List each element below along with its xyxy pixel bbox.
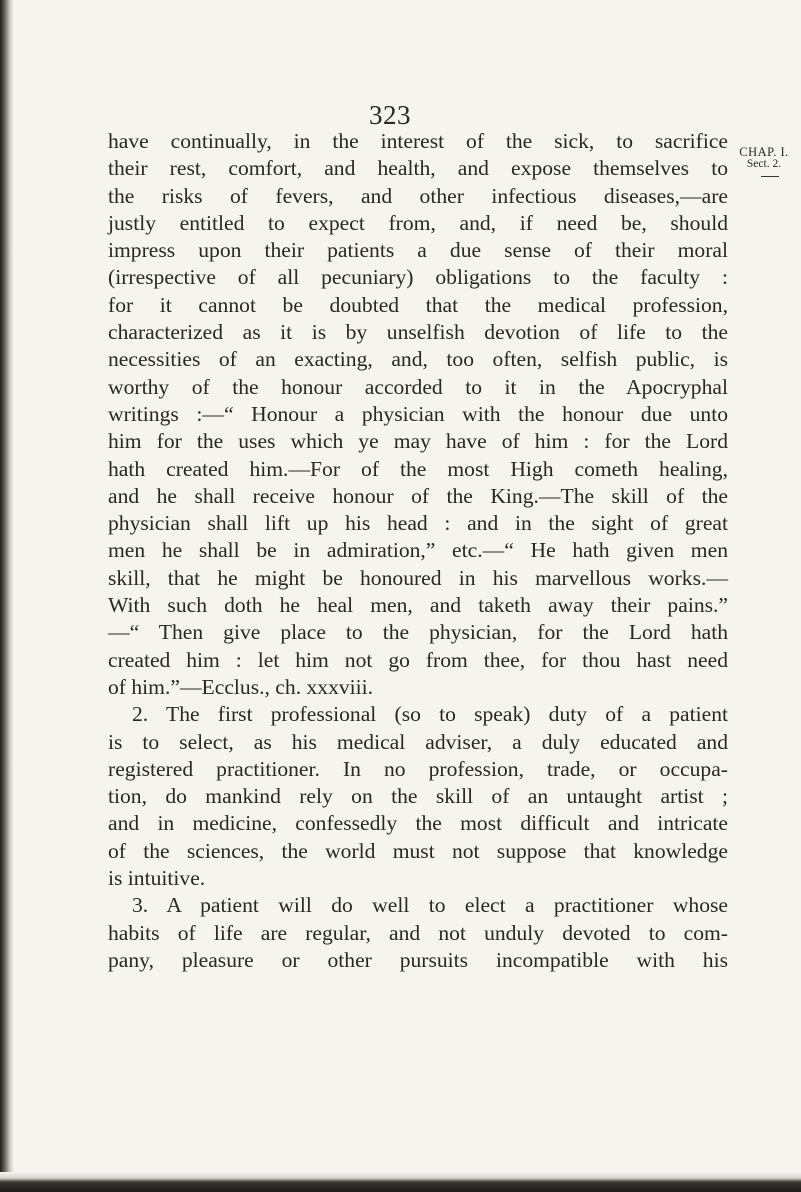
text-line: characterized as it is by unselfish devotion of life to the <box>108 320 728 345</box>
text-line: tion, do mankind rely on the skill of an untaught artist ; <box>108 784 728 809</box>
margin-note <box>732 146 796 177</box>
text-line: of the sciences, the world must not suppose that knowledge <box>108 838 728 863</box>
text-line: is intuitive. <box>108 866 206 891</box>
text-line: hath created him.—For of the most High cometh healing, <box>108 456 728 481</box>
text-line: physician shall lift up his head : and in the sight of great <box>108 511 728 536</box>
margin-rule <box>761 176 779 177</box>
text-line: pany, pleasure or other pursuits incompatible with his <box>108 947 728 972</box>
text-line: 2. The first professional (so to speak) duty of a patient <box>132 702 728 727</box>
page-number: 323 <box>369 100 411 130</box>
text-line: necessities of an exacting, and, too often, selfish public, is <box>108 347 728 372</box>
text-line: justly entitled to expect from, and, if need be, should <box>108 210 728 235</box>
text-line: the risks of fevers, and other infectious diseases,—are <box>108 183 728 208</box>
text-line: —“ Then give place to the physician, for the Lord hath <box>108 620 728 645</box>
text-line: writings :—“ Honour a physician with the honour due unto <box>108 401 728 426</box>
text-line: 3. A patient will do well to elect a practitioner whose <box>132 893 728 918</box>
page-bottom-edge <box>0 1172 801 1192</box>
margin-chapter: CHAP. I. <box>739 145 789 159</box>
text-line: habits of life are regular, and not unduly devoted to com- <box>108 920 728 945</box>
text-line: their rest, comfort, and health, and expose themselves to <box>108 156 728 181</box>
text-line: is to select, as his medical adviser, a duly educated and <box>108 729 728 754</box>
text-line: With such doth he heal men, and taketh away their pains.” <box>108 593 728 618</box>
text-line: for it cannot be doubted that the medical profession, <box>108 292 728 317</box>
book-binding-edge <box>0 0 14 1192</box>
text-line: and in medicine, confessedly the most difficult and intricate <box>108 811 728 836</box>
text-line: impress upon their patients a due sense of their moral <box>108 238 728 263</box>
margin-section: Sect. 2. <box>746 158 782 170</box>
text-line: have continually, in the interest of the sick, to sacrifice <box>108 129 728 153</box>
text-line: registered practitioner. In no profession, trade, or occupa- <box>108 756 728 781</box>
body-text <box>108 128 728 974</box>
text-line: created him : let him not go from thee, for thou hast need <box>108 647 728 672</box>
text-line: (irrespective of all pecuniary) obligations to the faculty : <box>108 265 728 290</box>
text-line: and he shall receive honour of the King.—The skill of the <box>108 483 728 508</box>
text-line: him for the uses which ye may have of him : for the Lord <box>108 429 728 454</box>
text-line: worthy of the honour accorded to it in the Apocryphal <box>108 374 728 399</box>
text-line: of him.”—Ecclus., ch. xxxviii. <box>108 674 374 699</box>
text-line: men he shall be in admiration,” etc.—“ He hath given men <box>108 538 728 563</box>
text-line: skill, that he might be honoured in his marvellous works.— <box>108 565 728 590</box>
